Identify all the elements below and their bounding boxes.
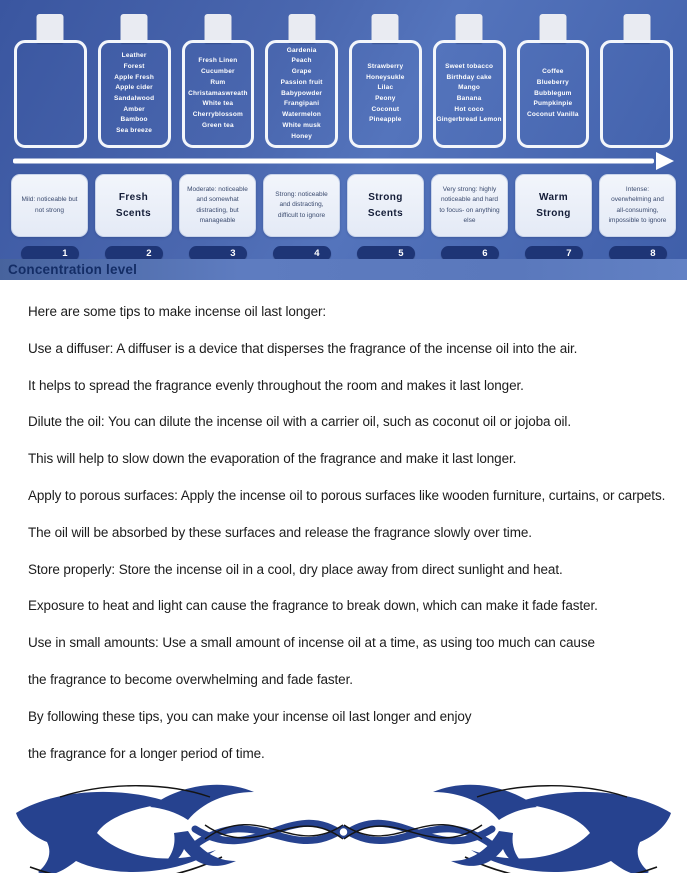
- scent-bottle: [348, 14, 423, 148]
- scent-name: Blueberry: [536, 78, 569, 86]
- level-number-pill: 6: [441, 246, 499, 261]
- level-number-pill: 4: [273, 246, 331, 261]
- level-description-box: Warm Strong: [515, 174, 592, 237]
- scent-name: Apple cider: [115, 84, 153, 92]
- scent-name: Pumpkinpie: [533, 100, 573, 108]
- level-descriptions-row: [0, 170, 687, 237]
- level-number-pill: 5: [357, 246, 415, 261]
- level-number-pill: 3: [189, 246, 247, 261]
- scent-name: Grape: [291, 68, 312, 76]
- scent-bottle: [264, 14, 339, 148]
- tip-line: Here are some tips to make incense oil last longer:: [28, 304, 327, 319]
- scent-name: White musk: [282, 121, 321, 129]
- bottles-row: [0, 0, 687, 148]
- scent-name: Sweet tobacco: [445, 62, 494, 70]
- level-description-box: Fresh Scents: [95, 174, 172, 237]
- bottle-scent-list: [603, 42, 670, 146]
- scent-bottle: [13, 14, 88, 148]
- scent-name: Cherryblossom: [192, 111, 244, 119]
- bottle-cap-icon: [37, 14, 64, 43]
- scent-name: Coconut: [371, 105, 400, 113]
- scent-name: Birthday cake: [446, 73, 492, 81]
- scent-name: Christamaswreath: [188, 89, 248, 97]
- tip-line: Use a diffuser: A diffuser is a device that disperses the fragrance of the incense oil into the air.: [28, 340, 578, 356]
- scent-name: Bubblegum: [534, 89, 572, 97]
- scent-name: Peony: [375, 95, 396, 102]
- scent-name: Forest: [123, 62, 145, 70]
- level-description-box: Moderate: noticeable and somewhat distracting, but manageable: [179, 174, 256, 237]
- scent-name: Bamboo: [120, 116, 148, 124]
- scent-name: Mango: [458, 84, 481, 92]
- bottle-cap-icon: [539, 14, 566, 43]
- tip-line: Store properly: Store the incense oil in a cool, dry place away from direct sunlight and heat.: [28, 561, 563, 577]
- scent-bottle: [432, 14, 507, 148]
- tribal-flourish-icon: [0, 773, 687, 873]
- level-number-pill: 8: [609, 246, 667, 261]
- bottle-cap-icon: [456, 14, 483, 43]
- scent-name: Apple Fresh: [114, 73, 154, 81]
- scent-bottle: [516, 14, 591, 148]
- scent-name: Leather: [121, 52, 147, 60]
- level-description-box: Mild: noticeable but not strong: [11, 174, 88, 237]
- scent-name: Passion fruit: [280, 78, 323, 86]
- scent-name: Frangipani: [284, 100, 320, 108]
- bottle-scent-list: [101, 42, 168, 146]
- scent-name: Coffee: [542, 68, 564, 76]
- tip-line: Dilute the oil: You can dilute the incense oil with a carrier oil, such as coconut oil or jojoba oil.: [28, 414, 571, 430]
- scent-name: Pineapple: [369, 116, 402, 124]
- tip-line: Apply to porous surfaces: Apply the incense oil to porous surfaces like wooden furniture, curtains, or carpets.: [28, 487, 666, 503]
- concentration-level-label: Concentration level: [8, 262, 138, 277]
- bottle-scent-list: [268, 42, 335, 146]
- scent-name: Fresh Linen: [198, 57, 238, 65]
- scent-name: Hot coco: [454, 105, 484, 113]
- scent-name: Gardenia: [286, 46, 317, 54]
- arrow-right-head-icon: [656, 152, 674, 170]
- level-description-box: Intense: overwhelming and all-consuming, impossible to ignore: [599, 174, 676, 237]
- tip-line: the fragrance to become overwhelming and fade faster.: [28, 671, 353, 687]
- tip-line: Use in small amounts: Use a small amount of incense oil at a time, as using too much can cause: [28, 635, 595, 651]
- scent-name: Sea breeze: [116, 127, 153, 135]
- tip-line: By following these tips, you can make your incense oil last longer and enjoy: [28, 708, 472, 724]
- tip-line: The oil will be absorbed by these surfaces and release the fragrance slowly over time.: [28, 524, 532, 540]
- scent-name: Honeysukle: [366, 73, 405, 81]
- tip-line: It helps to spread the fragrance evenly throughout the room and makes it last longer.: [28, 377, 524, 393]
- scent-name: Rum: [210, 78, 226, 86]
- scent-bottle: [181, 14, 256, 148]
- level-description-box: Very strong: highly noticeable and hard to focus- on anything else: [431, 174, 508, 237]
- bottle-cap-icon: [121, 14, 148, 43]
- tribal-flourish: [0, 773, 687, 873]
- scent-name: Sandalwood: [113, 95, 155, 102]
- scent-scale-banner: [0, 0, 687, 280]
- scent-name: Lilac: [377, 84, 394, 92]
- concentration-axis: [13, 152, 674, 170]
- arrow-right-icon: [13, 159, 654, 164]
- bottle-cap-icon: [372, 14, 399, 43]
- level-description-box: Strong: noticeable and distracting, difficult to ignore: [263, 174, 340, 237]
- bottle-scent-list: [17, 42, 84, 146]
- scent-name: Gingerbread Lemon: [436, 116, 502, 124]
- bottle-scent-list: [185, 42, 252, 146]
- scent-name: Green tea: [201, 121, 234, 129]
- scent-name: Watermelon: [282, 111, 322, 119]
- scent-name: Strawberry: [367, 62, 404, 70]
- bottle-scent-list: [520, 42, 587, 146]
- scent-bottle: [97, 14, 172, 148]
- scent-name: Cucumber: [201, 68, 235, 76]
- level-number-pill: 1: [21, 246, 79, 261]
- concentration-strip: [0, 259, 687, 280]
- level-numbers-row: [0, 237, 687, 261]
- scent-name: Amber: [123, 105, 145, 113]
- tip-line: the fragrance for a longer period of time.: [28, 745, 265, 761]
- scent-bottle: [599, 14, 674, 148]
- tip-line: This will help to slow down the evaporation of the fragrance and make it last longer.: [28, 451, 517, 467]
- bottle-scent-list: [436, 42, 503, 146]
- scent-name: White tea: [202, 100, 234, 108]
- scent-name: Coconut Vanilla: [526, 111, 579, 119]
- level-number-pill: 2: [105, 246, 163, 261]
- scent-name: Honey: [291, 132, 313, 140]
- level-number-pill: 7: [525, 246, 583, 261]
- bottle-cap-icon: [623, 14, 650, 43]
- bottle-cap-icon: [204, 14, 231, 43]
- bottle-scent-list: [352, 42, 419, 146]
- tips-section: [0, 280, 687, 772]
- level-description-box: Strong Scents: [347, 174, 424, 237]
- bottle-cap-icon: [288, 14, 315, 43]
- scent-name: Peach: [291, 57, 312, 65]
- tip-line: Exposure to heat and light can cause the fragrance to break down, which can make it fade faster.: [28, 598, 598, 614]
- scent-name: Babypowder: [281, 89, 323, 97]
- scent-name: Banana: [456, 95, 482, 102]
